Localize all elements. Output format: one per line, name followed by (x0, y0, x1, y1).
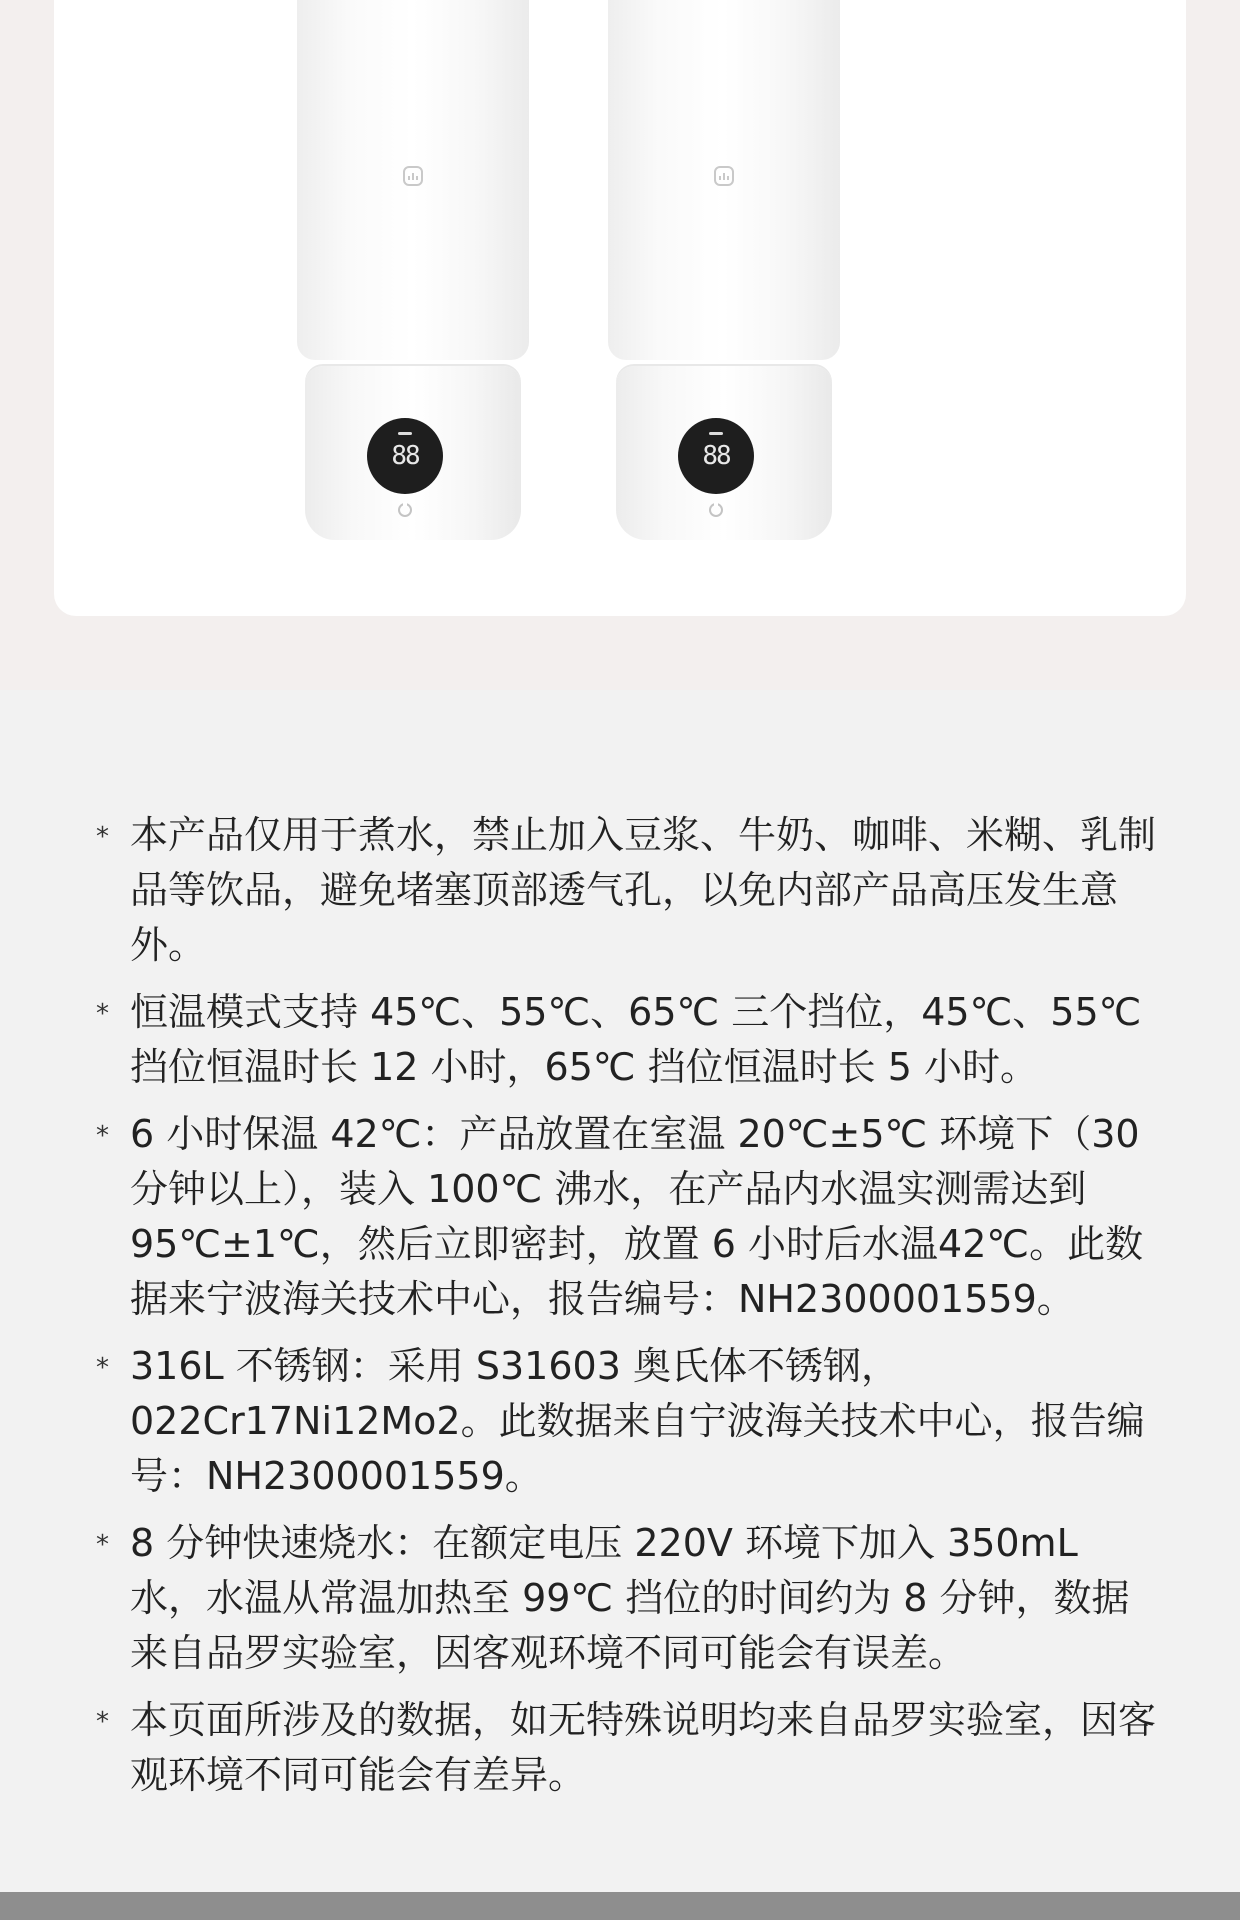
bottle-body (608, 0, 840, 360)
asterisk-bullet: * (96, 822, 109, 852)
mijia-logo-icon (712, 164, 736, 188)
temperature-display (367, 418, 443, 494)
footnote-item (96, 1107, 1156, 1327)
kettle-bottle-right (608, 0, 840, 540)
product-image-card (54, 0, 1186, 616)
footnote-item (96, 1339, 1156, 1504)
display-digits: 88 (702, 441, 730, 471)
kettle-bottle-left (297, 0, 529, 540)
temperature-display (678, 418, 754, 494)
asterisk-bullet: * (96, 1530, 109, 1560)
footnote-item (96, 985, 1156, 1095)
asterisk-bullet: * (96, 1353, 109, 1383)
product-image-section (0, 0, 1240, 690)
asterisk-bullet: * (96, 1707, 109, 1737)
bottle-body (297, 0, 529, 360)
bottom-divider-bar (0, 1892, 1240, 1920)
footnote-text: 6 小时保温 42℃：产品放置在室温 20℃±5℃ 环境下（30 分钟以上），装入 100℃ 沸水，在产品内水温实测需达到 95℃±1℃，然后立即密封，放置 6 小时后水温42℃。此数据来宁波海关技术中心，报告编号：NH2300001559。 (130, 1112, 1144, 1321)
footnote-text: 本页面所涉及的数据，如无特殊说明均来自品罗实验室，因客观环境不同可能会有差异。 (130, 1698, 1157, 1797)
footnote-item (96, 1693, 1156, 1803)
power-icon[interactable] (395, 500, 415, 520)
power-icon[interactable] (706, 500, 726, 520)
footnote-text: 恒温模式支持 45℃、55℃、65℃ 三个挡位，45℃、55℃ 挡位恒温时长 12 小时，65℃ 挡位恒温时长 5 小时。 (130, 990, 1142, 1089)
footnotes-list (96, 808, 1156, 1815)
asterisk-bullet: * (96, 999, 109, 1029)
footnote-text: 316L 不锈钢：采用 S31603 奥氏体不锈钢，022Cr17Ni12Mo2。此数据来自宁波海关技术中心，报告编号：NH2300001559。 (130, 1344, 1145, 1498)
footnote-item (96, 808, 1156, 973)
footnotes-section (0, 690, 1240, 1892)
footnote-text: 8 分钟快速烧水：在额定电压 220V 环境下加入 350mL 水，水温从常温加热至 99℃ 挡位的时间约为 8 分钟，数据来自品罗实验室，因客观环境不同可能会有误差。 (130, 1521, 1130, 1675)
footnote-item (96, 1516, 1156, 1681)
mijia-logo-icon (401, 164, 425, 188)
display-digits: 88 (391, 441, 419, 471)
asterisk-bullet: * (96, 1121, 109, 1151)
footnote-text: 本产品仅用于煮水，禁止加入豆浆、牛奶、咖啡、米糊、乳制品等饮品，避免堵塞顶部透气孔，以免内部产品高压发生意外。 (130, 813, 1157, 967)
